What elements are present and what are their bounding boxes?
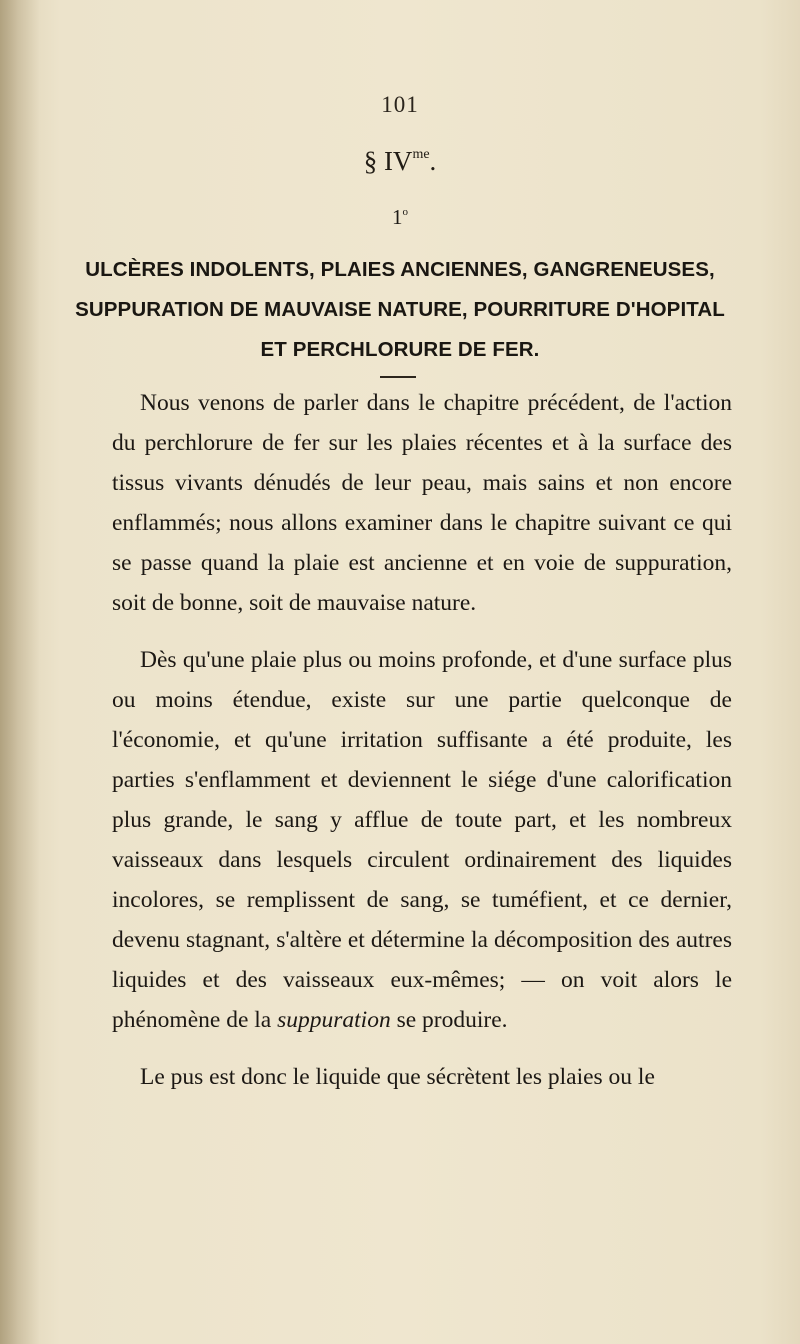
section-heading xyxy=(0,146,800,177)
paragraph-2-italic: suppuration xyxy=(277,1007,391,1033)
title-line-1: ULCÈRES INDOLENTS, PLAIES ANCIENNES, GANGRENEUSES, xyxy=(85,258,715,281)
section-period: . xyxy=(429,146,437,176)
binding-shadow xyxy=(0,0,40,1344)
section-roman: IV xyxy=(383,146,413,176)
chapter-title xyxy=(40,250,760,370)
subsection-superscript: o xyxy=(402,206,408,218)
paragraph-3: Le pus est donc le liquide que sécrètent les plaies ou le xyxy=(140,1064,655,1090)
title-divider xyxy=(380,376,416,378)
paragraph-2-text: Dès qu'une plaie plus ou moins profonde, et d'une surface plus ou moins étendue, existe sur une partie quelconque de l'économie, et qu'une irritation suffisante a été produite, les parties s'enflamment et deviennent le siége d'une calorification plus grande, le sang y afflue de toute part, et les nombreux vaisseaux dans lesquels circulent ordinairement des liquides incolores, se remplissent de sang, se tuméfient, et ce dernier, devenu stagnant, s'altère et détermine la décomposition des autres liquides et des vaisseaux eux-mêmes; — on voit alors le phénomène de la xyxy=(112,647,732,1033)
paragraph-2-end: se produire. xyxy=(390,1007,508,1033)
subsection-number xyxy=(0,205,800,230)
title-line-2: SUPPURATION DE MAUVAISE NATURE, POURRITURE D'HOPITAL xyxy=(75,298,725,321)
section-superscript: me xyxy=(412,147,430,162)
title-line-3: ET PERCHLORURE DE FER. xyxy=(260,338,540,361)
subsection-digit: 1 xyxy=(392,205,403,229)
body-text xyxy=(112,383,732,1097)
section-symbol: § xyxy=(363,146,378,176)
page-number: 101 xyxy=(381,92,419,117)
paragraph-2 xyxy=(112,640,732,1040)
paragraph-1: Nous venons de parler dans le chapitre précédent, de l'action du perchlorure de fer sur les plaies récentes et à la surface des tissus vivants dénudés de leur peau, mais sains et non encore enflammés; nous allons examiner dans le chapitre suivant ce qui se passe quand la plaie est ancienne et en voie de suppuration, soit de bonne, soit de mauvaise nature. xyxy=(112,390,732,616)
